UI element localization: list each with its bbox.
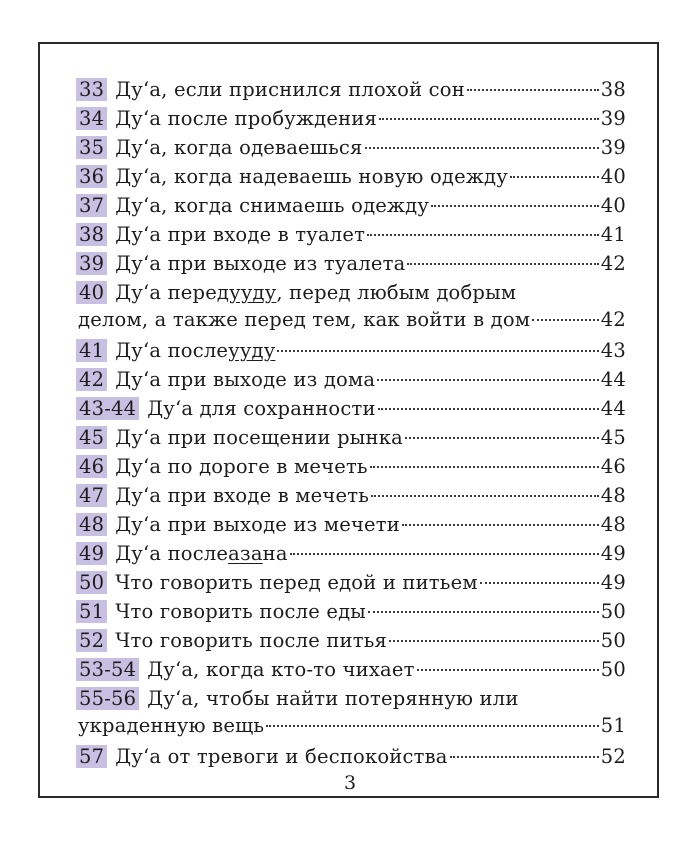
- entry-title-part: Ду‘а после: [115, 339, 229, 362]
- entry-title: Ду‘а при входе в туалет: [115, 223, 366, 246]
- toc-entry[interactable]: [78, 397, 626, 426]
- dot-leader: [290, 553, 599, 555]
- dot-leader: [431, 205, 599, 207]
- table-of-contents: [78, 78, 626, 774]
- toc-entry[interactable]: [78, 484, 626, 513]
- entry-page: 50: [600, 629, 626, 652]
- dot-leader: [510, 176, 599, 178]
- dot-leader: [371, 495, 599, 497]
- entry-title: Ду‘а для сохранности: [147, 397, 376, 420]
- entry-title-part: Ду‘а перед: [115, 281, 230, 304]
- entry-page: 51: [600, 714, 626, 737]
- dot-leader: [405, 437, 599, 439]
- dot-leader: [379, 118, 599, 120]
- toc-entry[interactable]: [78, 745, 626, 774]
- toc-entry[interactable]: [78, 658, 626, 687]
- entry-number: 55-56: [76, 687, 139, 710]
- entry-number: 47: [76, 484, 107, 507]
- entry-number: 35: [76, 136, 107, 159]
- entry-title: Ду‘а, когда одеваешься: [115, 136, 363, 159]
- entry-number: 48: [76, 513, 107, 536]
- toc-entry[interactable]: [78, 542, 626, 571]
- entry-page: 46: [600, 455, 626, 478]
- entry-title: Ду‘а по дороге в мечеть: [115, 455, 368, 478]
- toc-entry[interactable]: [78, 571, 626, 600]
- entry-number: 49: [76, 542, 107, 565]
- toc-entry[interactable]: [78, 165, 626, 194]
- toc-entry[interactable]: [78, 281, 626, 335]
- entry-page: 42: [600, 252, 626, 275]
- toc-entry[interactable]: [78, 600, 626, 629]
- entry-page: 50: [600, 600, 626, 623]
- entry-number: 36: [76, 165, 107, 188]
- entry-number: 39: [76, 252, 107, 275]
- entry-title: Ду‘а при выходе из туалета: [115, 252, 406, 275]
- dot-leader: [367, 234, 599, 236]
- entry-number: 34: [76, 107, 107, 130]
- toc-entry[interactable]: [78, 136, 626, 165]
- entry-page: 48: [600, 513, 626, 536]
- toc-entry[interactable]: [78, 513, 626, 542]
- entry-page: 41: [600, 223, 626, 246]
- entry-number: 33: [76, 78, 107, 101]
- toc-entry[interactable]: [78, 107, 626, 136]
- entry-number: 41: [76, 339, 107, 362]
- toc-entry[interactable]: [78, 629, 626, 658]
- entry-page: 48: [600, 484, 626, 507]
- dot-leader: [480, 582, 599, 584]
- entry-title-line2: украденную вещь: [78, 714, 265, 737]
- entry-title: Ду‘а, чтобы найти потерянную или: [147, 687, 519, 710]
- entry-page: 45: [600, 426, 626, 449]
- entry-title: Ду‘а при посещении рынка: [115, 426, 403, 449]
- entry-number: 46: [76, 455, 107, 478]
- toc-entry[interactable]: [78, 194, 626, 223]
- dot-leader: [370, 466, 599, 468]
- entry-title-line2: делом, а также перед тем, как войти в дом: [78, 308, 531, 331]
- entry-title: Ду‘а после пробуждения: [115, 107, 377, 130]
- entry-number: 51: [76, 600, 107, 623]
- entry-title: Ду‘а при выходе из дома: [115, 368, 376, 391]
- dot-leader: [417, 669, 599, 671]
- entry-page: 40: [600, 165, 626, 188]
- dot-leader: [277, 350, 598, 352]
- toc-entry[interactable]: [78, 455, 626, 484]
- toc-entry[interactable]: [78, 339, 626, 368]
- entry-title: Ду‘а, когда кто-то чихает: [147, 658, 415, 681]
- entry-page: 42: [600, 308, 626, 331]
- dot-leader: [378, 408, 599, 410]
- entry-number: 38: [76, 223, 107, 246]
- toc-entry[interactable]: [78, 426, 626, 455]
- dot-leader: [365, 147, 599, 149]
- toc-entry[interactable]: [78, 368, 626, 397]
- toc-entry[interactable]: [78, 223, 626, 252]
- entry-number: 43-44: [76, 397, 139, 420]
- entry-number: 45: [76, 426, 107, 449]
- entry-title: Ду‘а, когда снимаешь одежду: [115, 194, 430, 217]
- entry-number: 40: [76, 281, 107, 304]
- entry-number: 42: [76, 368, 107, 391]
- entry-page: 50: [600, 658, 626, 681]
- entry-number: 52: [76, 629, 107, 652]
- entry-title: Ду‘а, когда надеваешь новую одежду: [115, 165, 508, 188]
- entry-title: Ду‘а при выходе из мечети: [115, 513, 400, 536]
- entry-title-part: , перед любым добрым: [276, 281, 517, 304]
- entry-title-underlined: аза: [228, 542, 263, 565]
- entry-page: 49: [600, 571, 626, 594]
- entry-page: 38: [600, 78, 626, 101]
- dot-leader: [389, 640, 599, 642]
- entry-number: 53-54: [76, 658, 139, 681]
- entry-title-underlined: ууду: [229, 281, 277, 304]
- entry-title-part: Ду‘а после: [115, 542, 229, 565]
- toc-entry[interactable]: [78, 78, 626, 107]
- entry-page: 40: [600, 194, 626, 217]
- page-number: 3: [343, 772, 357, 794]
- entry-title-underlined: ууду: [228, 339, 276, 362]
- entry-number: 57: [76, 745, 107, 768]
- dot-leader: [532, 319, 599, 321]
- toc-entry[interactable]: [78, 687, 626, 741]
- entry-title: Ду‘а при входе в мечеть: [115, 484, 370, 507]
- dot-leader: [450, 756, 599, 758]
- dot-leader: [402, 524, 599, 526]
- entry-title: Ду‘а от тревоги и беспокойства: [115, 745, 448, 768]
- entry-page: 52: [600, 745, 626, 768]
- entry-title: Что говорить после еды: [115, 600, 367, 623]
- dot-leader: [377, 379, 599, 381]
- entry-page: 44: [600, 397, 626, 420]
- entry-page: 39: [600, 107, 626, 130]
- dot-leader: [467, 89, 599, 91]
- dot-leader: [368, 611, 599, 613]
- toc-entry[interactable]: [78, 252, 626, 281]
- entry-page: 39: [600, 136, 626, 159]
- entry-page: 49: [600, 542, 626, 565]
- dot-leader: [266, 725, 599, 727]
- entry-page: 44: [600, 368, 626, 391]
- entry-title: Что говорить перед едой и питьем: [115, 571, 478, 594]
- entry-page: 43: [600, 339, 626, 362]
- dot-leader: [407, 263, 598, 265]
- entry-title-part: на: [262, 542, 288, 565]
- entry-title: Ду‘а, если приснился плохой сон: [115, 78, 465, 101]
- entry-title: Что говорить после питья: [115, 629, 388, 652]
- entry-number: 37: [76, 194, 107, 217]
- entry-number: 50: [76, 571, 107, 594]
